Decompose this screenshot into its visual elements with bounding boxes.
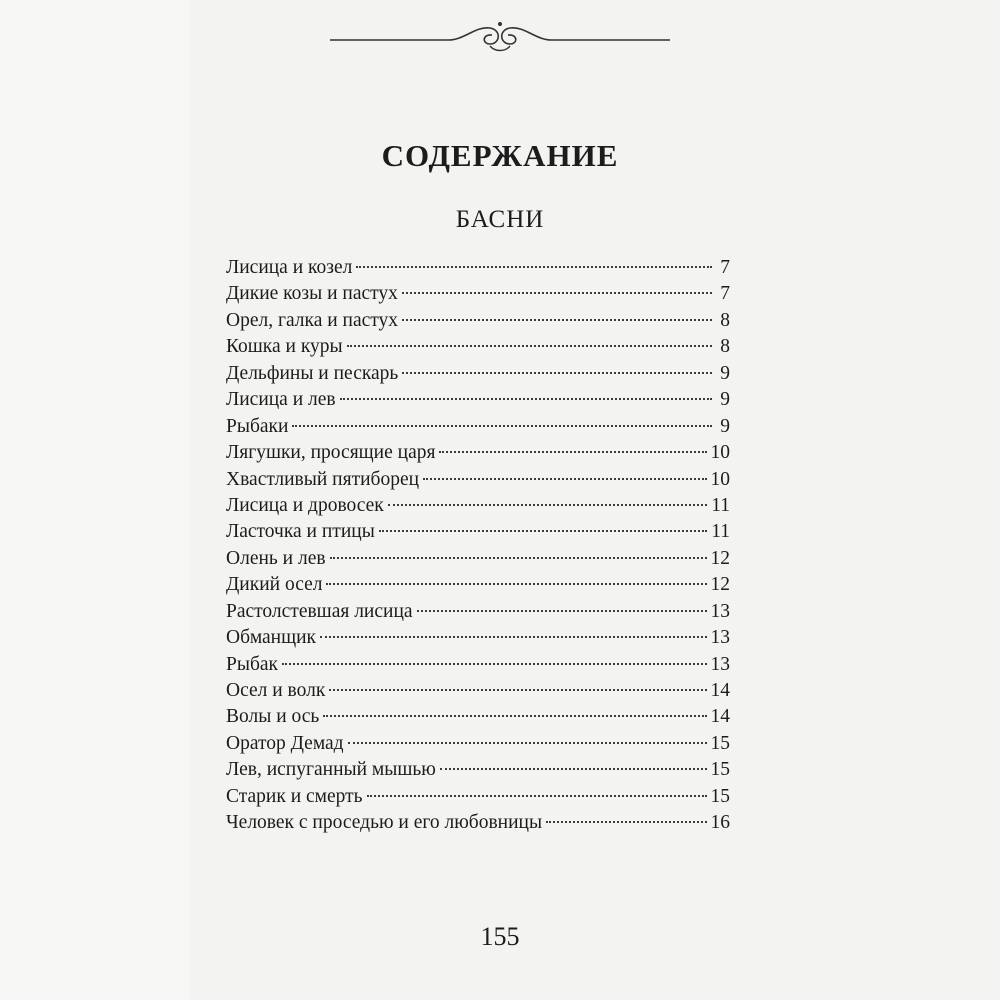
toc-entry-title: Орел, галка и пастух	[226, 309, 399, 331]
toc-entry-title: Дикий осел	[226, 574, 323, 596]
dot-leader	[402, 372, 712, 374]
toc-entry-page: 12	[710, 574, 730, 596]
toc-entry-page: 9	[720, 415, 730, 437]
toc-entry-title: Рыбаки	[226, 415, 289, 437]
toc-entry-title: Ласточка и птицы	[226, 521, 375, 543]
toc-entry-page: 16	[710, 812, 730, 834]
toc-entry	[226, 281, 730, 307]
toc-entry-page: 9	[720, 389, 730, 411]
toc-entry	[226, 652, 730, 678]
toc-entry-title: Лягушки, просящие царя	[226, 442, 436, 464]
toc-entry-title: Хвастливый пятиборец	[226, 468, 420, 490]
toc-entry-page: 13	[710, 653, 730, 675]
toc-entry-page: 14	[710, 706, 730, 728]
toc-entry-title: Дикие козы и пастух	[226, 283, 398, 305]
toc-entry-page: 11	[711, 494, 730, 516]
toc-entry-title: Лисица и дровосек	[226, 494, 384, 516]
dot-leader	[347, 345, 712, 347]
dot-leader	[282, 663, 707, 665]
toc-entry-title: Обманщик	[226, 627, 317, 649]
toc-entry-title: Волы и ось	[226, 706, 320, 728]
dot-leader	[320, 636, 706, 638]
dot-leader	[402, 292, 712, 294]
toc-entry	[226, 757, 730, 783]
toc-entry	[226, 361, 730, 387]
toc-entry-title: Лисица и козел	[226, 257, 353, 278]
dot-leader	[326, 583, 706, 585]
toc-entry-page: 13	[710, 627, 730, 649]
toc-entry	[226, 678, 730, 704]
toc-entry	[226, 572, 730, 598]
dot-leader	[440, 768, 707, 770]
flourish-ornament-icon	[330, 16, 670, 56]
toc-entry-title: Оратор Демад	[226, 732, 344, 754]
table-of-contents	[226, 255, 730, 837]
toc-entry-title: Растолстевшая лисица	[226, 600, 413, 622]
toc-entry-title: Человек с проседью и его любовницы	[226, 812, 543, 834]
toc-entry-page: 8	[720, 336, 730, 358]
toc-entry-title: Олень и лев	[226, 547, 326, 569]
toc-entry	[226, 467, 730, 493]
toc-entry-page: 7	[720, 283, 730, 305]
dot-leader	[329, 689, 706, 691]
toc-entry-title: Осел и волк	[226, 680, 326, 701]
dot-leader	[439, 451, 706, 453]
toc-entry	[226, 519, 730, 545]
toc-entry-page: 9	[720, 362, 730, 384]
dot-leader	[546, 821, 706, 823]
dot-leader	[423, 478, 706, 480]
dot-leader	[356, 266, 712, 268]
toc-entry	[226, 308, 730, 334]
toc-entry-page: 12	[710, 547, 730, 569]
toc-entry-page: 15	[710, 785, 730, 807]
toc-entry-title: Лисица и лев	[226, 389, 336, 411]
toc-entry	[226, 599, 730, 625]
toc-entry-page: 14	[710, 680, 730, 701]
toc-entry-title: Рыбак	[226, 653, 278, 675]
toc-entry	[226, 387, 730, 413]
toc-entry-title: Старик и смерть	[226, 785, 363, 807]
toc-entry-page: 15	[710, 759, 730, 781]
toc-entry-page: 8	[720, 309, 730, 331]
toc-entry	[226, 334, 730, 360]
dot-leader	[340, 398, 712, 400]
page-number: 155	[480, 922, 520, 951]
toc-entry	[226, 704, 730, 730]
dot-leader	[402, 319, 712, 321]
toc-entry	[226, 255, 730, 281]
toc-entry-page: 13	[710, 600, 730, 622]
toc-entry	[226, 810, 730, 836]
toc-entry-page: 7	[720, 257, 730, 278]
page-title: СОДЕРЖАНИЕ	[381, 138, 619, 173]
toc-entry	[226, 784, 730, 810]
toc-entry-page: 11	[711, 521, 730, 543]
dot-leader	[323, 715, 706, 717]
dot-leader	[367, 795, 707, 797]
toc-entry	[226, 414, 730, 440]
toc-entry-page: 15	[710, 732, 730, 754]
toc-entry-page: 10	[710, 468, 730, 490]
toc-entry	[226, 731, 730, 757]
toc-entry-title: Кошка и куры	[226, 336, 343, 358]
toc-entry-title: Лев, испуганный мышью	[226, 759, 436, 781]
toc-entry	[226, 440, 730, 466]
dot-leader	[379, 530, 707, 532]
toc-entry	[226, 546, 730, 572]
section-heading: БАСНИ	[455, 206, 545, 233]
toc-entry	[226, 493, 730, 519]
toc-entry-page: 10	[710, 442, 730, 464]
toc-entry-title: Дельфины и пескарь	[226, 362, 399, 384]
dot-leader	[330, 557, 707, 559]
dot-leader	[292, 425, 712, 427]
dot-leader	[388, 504, 707, 506]
dot-leader	[348, 742, 707, 744]
toc-entry	[226, 625, 730, 651]
dot-leader	[417, 610, 707, 612]
